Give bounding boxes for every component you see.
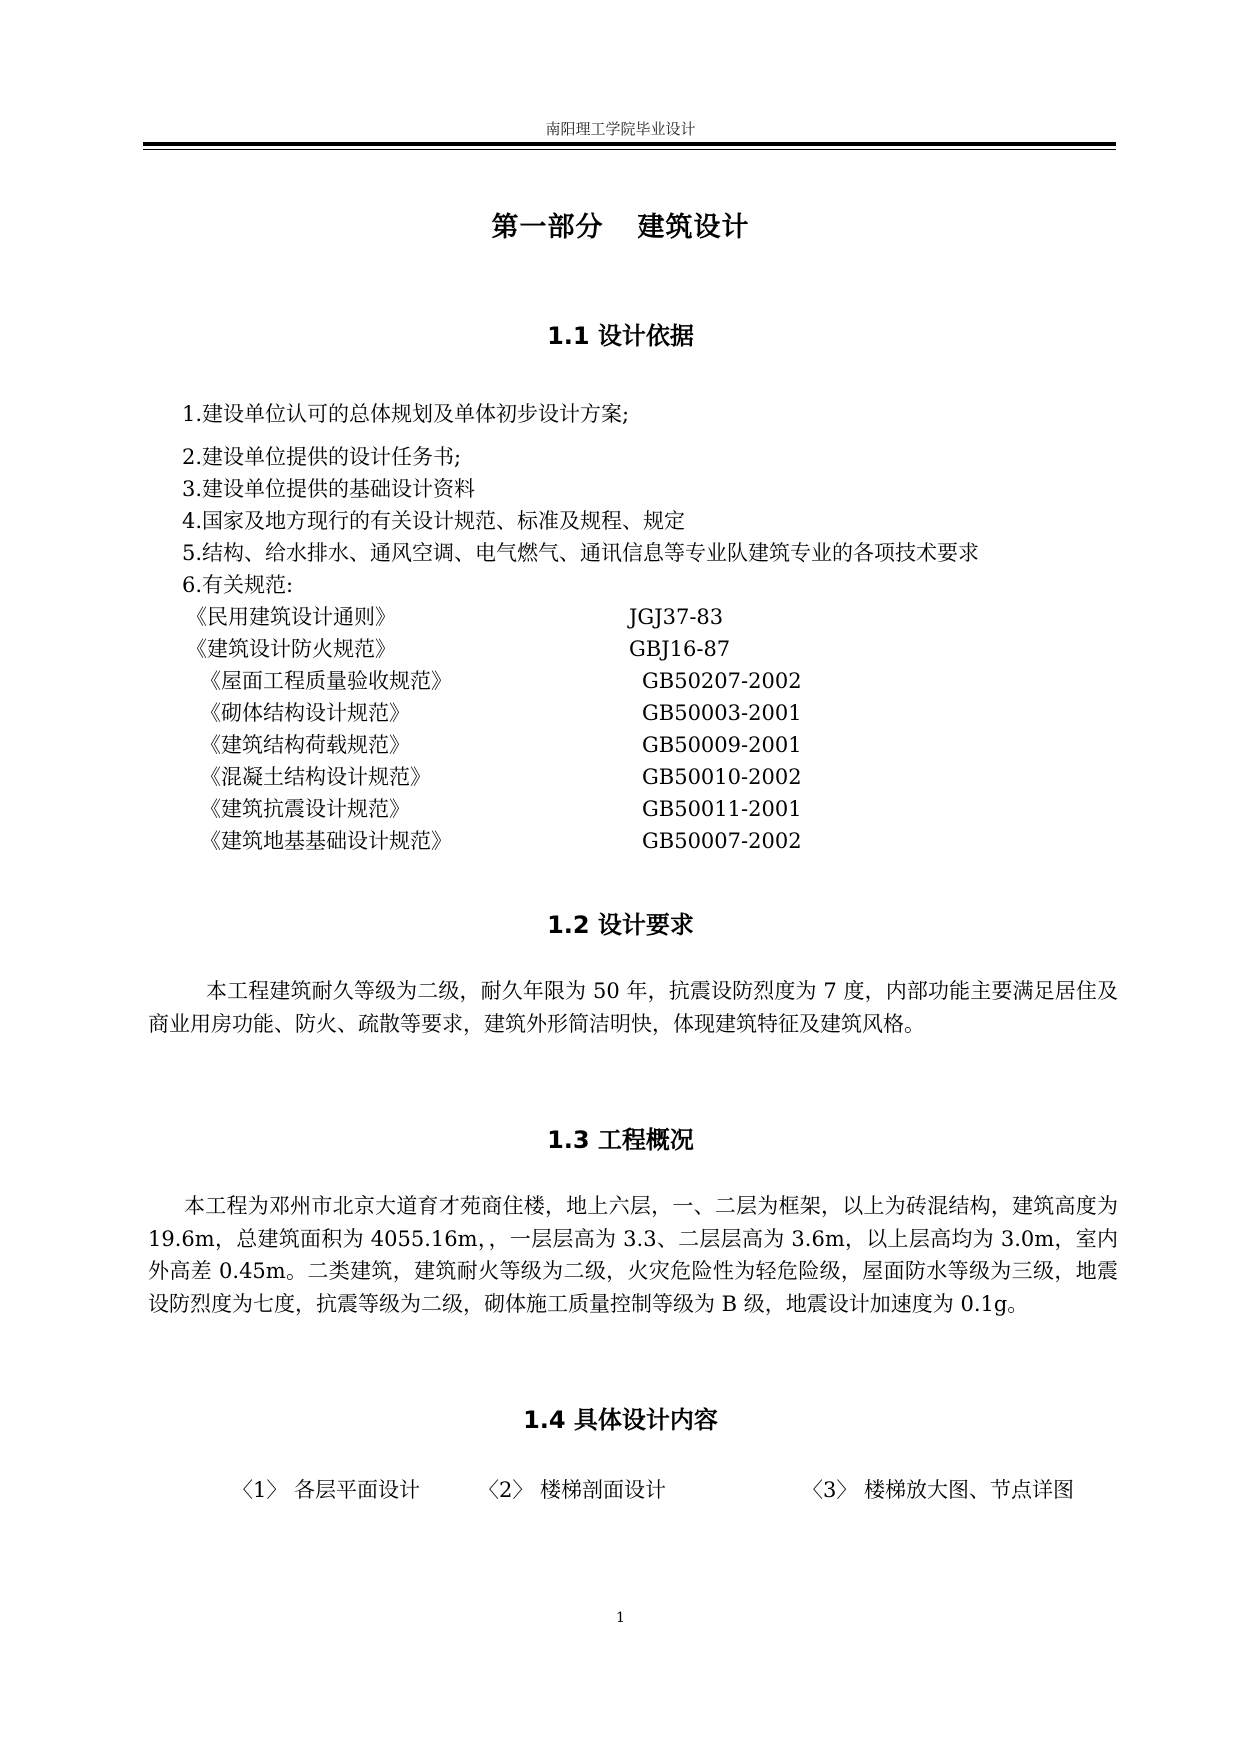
standard-name: 《屋面工程质量验收规范》 (200, 669, 452, 693)
running-header: 南阳理工学院毕业设计 (545, 120, 696, 138)
standard-name: 《建筑抗震设计规范》 (200, 797, 410, 821)
content-item: 〈1〉 各层平面设计 (232, 1478, 421, 1502)
header-rule-thin (143, 149, 1116, 150)
overview-paragraph: 本工程为邓州市北京大道育才苑商住楼，地上六层，一、二层为框架，以上为砖混结构，建筑高度为 19.6m，总建筑面积为 4055.16m，，一层层高为 3.3、二层层高为 3.6m，以上层高均为 3.0m，室内外高差 0.45m。二类建筑，建筑耐火等级为二级，火灾危险性为轻危险级，屋面防水等级为三级，地震设防烈度为七度，抗震等级为二级，砌体施工质量控制等级为 B 级，地震设计加速度为 0.1g。 (148, 1194, 1118, 1316)
standard-code: GB50207-2002 (642, 669, 802, 693)
basis-item: 5.结构、给水排水、通风空调、电气燃气、通讯信息等专业队建筑专业的各项技术要求 (182, 541, 980, 565)
standard-name: 《砌体结构设计规范》 (200, 701, 410, 725)
part-title-right: 建筑设计 (637, 212, 750, 243)
section-title-1-3: 1.3 工程概况 (547, 1126, 694, 1154)
requirements-paragraph: 本工程建筑耐久等级为二级，耐久年限为 50 年，抗震设防烈度为 7 度，内部功能主要满足居住及商业用房功能、防火、疏散等要求，建筑外形简洁明快，体现建筑特征及建筑风格。 (148, 979, 1118, 1036)
basis-item: 3.建设单位提供的基础设计资料 (182, 477, 476, 501)
standard-name: 《建筑结构荷载规范》 (200, 733, 410, 757)
part-title-left: 第一部分 (491, 212, 604, 243)
standard-code: GB50007-2002 (642, 829, 802, 853)
standard-code: GB50011-2001 (642, 797, 802, 821)
basis-item: 1.建设单位认可的总体规划及单体初步设计方案; (182, 402, 630, 426)
standard-code: GB50003-2001 (642, 701, 802, 725)
basis-item: 2.建设单位提供的设计任务书; (182, 445, 462, 469)
standard-code: GBJ16-87 (629, 637, 731, 661)
standard-name: 《建筑设计防火规范》 (186, 637, 396, 661)
standard-name: 《建筑地基基础设计规范》 (200, 829, 452, 853)
header-rule-thick (143, 142, 1116, 146)
standard-code: GB50009-2001 (642, 733, 802, 757)
section-title-1-1: 1.1 设计依据 (547, 322, 694, 350)
content-item: 〈3〉 楼梯放大图、节点详图 (802, 1478, 1075, 1502)
content-item: 〈2〉 楼梯剖面设计 (478, 1478, 667, 1502)
basis-item: 4.国家及地方现行的有关设计规范、标准及规程、规定 (182, 509, 686, 533)
section-title-1-2: 1.2 设计要求 (547, 911, 694, 939)
section-title-1-4: 1.4 具体设计内容 (523, 1406, 718, 1434)
standard-code: GB50010-2002 (642, 765, 802, 789)
part-title (0, 205, 1241, 244)
page-number: 1 (616, 1610, 625, 1626)
standard-name: 《民用建筑设计通则》 (186, 605, 396, 629)
basis-item: 6.有关规范: (182, 573, 294, 597)
standard-name: 《混凝土结构设计规范》 (200, 765, 431, 789)
standard-code: JGJ37-83 (629, 605, 724, 629)
